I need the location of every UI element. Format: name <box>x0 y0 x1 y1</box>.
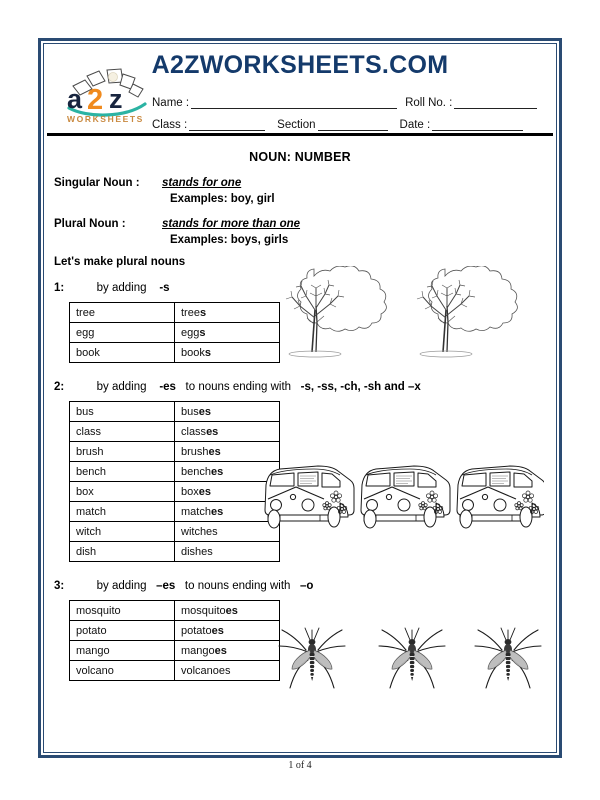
singular-cell: brush <box>70 442 175 462</box>
date-input[interactable] <box>432 119 523 131</box>
section-label: Section <box>277 119 316 131</box>
plural-cell <box>175 422 280 442</box>
plural-suffix: es <box>225 604 238 617</box>
table-row <box>70 402 280 422</box>
header-box <box>47 47 553 136</box>
plural-suffix: es <box>208 445 221 458</box>
date-label: Date : <box>399 119 431 131</box>
table-row <box>70 641 280 661</box>
worksheet-title: NOUN: NUMBER <box>249 150 351 164</box>
plural-suffix: s <box>199 306 207 319</box>
rule-suffix-1: -s <box>159 282 170 295</box>
mosquito-illustration-group <box>278 620 548 696</box>
plural-cell <box>175 402 280 422</box>
section-input[interactable] <box>318 119 388 131</box>
plural-stem: dishes <box>181 545 213 558</box>
singular-cell: match <box>70 502 175 522</box>
table-row <box>70 323 280 343</box>
plural-suffix: es <box>214 644 227 657</box>
table-row <box>70 661 280 681</box>
singular-noun-label: Singular Noun : <box>54 177 140 189</box>
tree-illustration-group <box>268 266 538 370</box>
table-row <box>70 442 280 462</box>
svg-text:z: z <box>109 84 123 114</box>
table-row <box>70 482 280 502</box>
plural-cell <box>175 343 280 363</box>
svg-text:a: a <box>67 84 83 114</box>
site-title: A2ZWORKSHEETS.COM <box>151 51 449 79</box>
rule-text-before-3: by adding <box>96 580 147 593</box>
rule-line-2 <box>47 381 553 393</box>
plural-stem: book <box>181 346 205 359</box>
plural-stem: match <box>181 505 211 518</box>
plural-suffix: es <box>210 465 224 478</box>
plural-suffix: es <box>198 485 211 498</box>
rule-number-3: 3: <box>54 580 65 593</box>
plural-suffix: s <box>199 326 206 339</box>
plural-stem: mosquito <box>181 604 226 617</box>
plural-cell <box>175 542 280 562</box>
rule-ending-note-3: –o <box>300 580 314 593</box>
word-table-1 <box>69 302 280 363</box>
definitions-block <box>47 176 553 248</box>
rule-number-2: 2: <box>54 381 65 394</box>
table-row <box>70 303 280 323</box>
table-row <box>70 522 280 542</box>
table-row <box>70 422 280 442</box>
plural-suffix: es <box>206 425 219 438</box>
plural-stem: brush <box>181 445 209 458</box>
singular-cell: volcano <box>70 661 175 681</box>
singular-cell: tree <box>70 303 175 323</box>
singular-cell: box <box>70 482 175 502</box>
student-info-fields <box>152 87 550 131</box>
singular-cell: bus <box>70 402 175 422</box>
plural-cell <box>175 661 280 681</box>
table-row <box>70 542 280 562</box>
page-number-label: 1 of 4 <box>288 760 312 771</box>
plural-stem: class <box>181 425 207 438</box>
plural-suffix: s <box>204 346 211 359</box>
name-input[interactable] <box>191 97 397 109</box>
rule-suffix-2: -es <box>159 381 176 394</box>
rule-text-after-3: to nouns ending with <box>184 580 291 593</box>
rule-text-after-2: to nouns ending with <box>185 381 292 394</box>
svg-text:WORKSHEETS: WORKSHEETS <box>67 114 144 124</box>
plural-suffix: es <box>210 505 224 518</box>
plural-suffix: es <box>198 405 211 418</box>
singular-cell: class <box>70 422 175 442</box>
class-section-date-row <box>152 109 550 131</box>
plural-cell <box>175 323 280 343</box>
singular-cell: potato <box>70 621 175 641</box>
roll-input[interactable] <box>454 97 537 109</box>
plural-cell <box>175 601 280 621</box>
plural-stem: bus <box>181 405 199 418</box>
singular-noun-examples: Examples: boy, girl <box>170 192 275 205</box>
plural-noun-examples: Examples: boys, girls <box>170 233 289 246</box>
plural-cell <box>175 303 280 323</box>
rule-ending-note-2: -s, -ss, -ch, -sh and –x <box>300 381 421 394</box>
plural-stem: mango <box>181 644 215 657</box>
plural-cell <box>175 621 280 641</box>
table-row <box>70 601 280 621</box>
name-roll-row <box>152 87 550 109</box>
table-row <box>70 621 280 641</box>
plural-cell <box>175 641 280 661</box>
word-table-3 <box>69 600 280 681</box>
class-input[interactable] <box>189 119 265 131</box>
plural-suffix: es <box>211 624 224 637</box>
plural-noun-label: Plural Noun : <box>54 217 126 230</box>
rule-number-1: 1: <box>54 282 65 295</box>
word-table-2 <box>69 401 280 562</box>
rule-suffix-3: –es <box>156 580 176 593</box>
plural-stem: box <box>181 485 199 498</box>
a2z-logo <box>63 60 151 130</box>
class-label: Class : <box>152 119 188 131</box>
table-row <box>70 343 280 363</box>
plural-stem: egg <box>181 326 200 339</box>
rule-line-3 <box>47 580 553 592</box>
worksheet-content <box>47 140 553 681</box>
roll-label: Roll No. : <box>405 97 453 109</box>
plural-stem: witches <box>181 525 218 538</box>
plural-stem: volcanoes <box>181 664 231 677</box>
rule-text-before-1: by adding <box>96 282 147 295</box>
rule-text-before-2: by adding <box>96 381 147 394</box>
page-footer <box>0 760 600 771</box>
singular-cell: dish <box>70 542 175 562</box>
singular-cell: witch <box>70 522 175 542</box>
singular-noun-value: stands for one <box>162 177 242 189</box>
singular-cell: bench <box>70 462 175 482</box>
lets-make-plural-heading: Let's make plural nouns <box>54 256 186 269</box>
singular-cell: egg <box>70 323 175 343</box>
singular-cell: mosquito <box>70 601 175 621</box>
singular-cell: mango <box>70 641 175 661</box>
bus-illustration-group <box>262 459 544 537</box>
table-row <box>70 462 280 482</box>
definition-row-singular <box>54 176 553 192</box>
plural-noun-value: stands for more than one <box>162 217 301 230</box>
name-label: Name : <box>152 97 190 109</box>
table-row <box>70 502 280 522</box>
svg-text:2: 2 <box>87 84 104 116</box>
singular-cell: book <box>70 343 175 363</box>
plural-stem: tree <box>181 306 200 319</box>
plural-stem: bench <box>181 465 211 478</box>
plural-stem: potato <box>181 624 212 637</box>
definition-row-plural <box>54 217 553 233</box>
